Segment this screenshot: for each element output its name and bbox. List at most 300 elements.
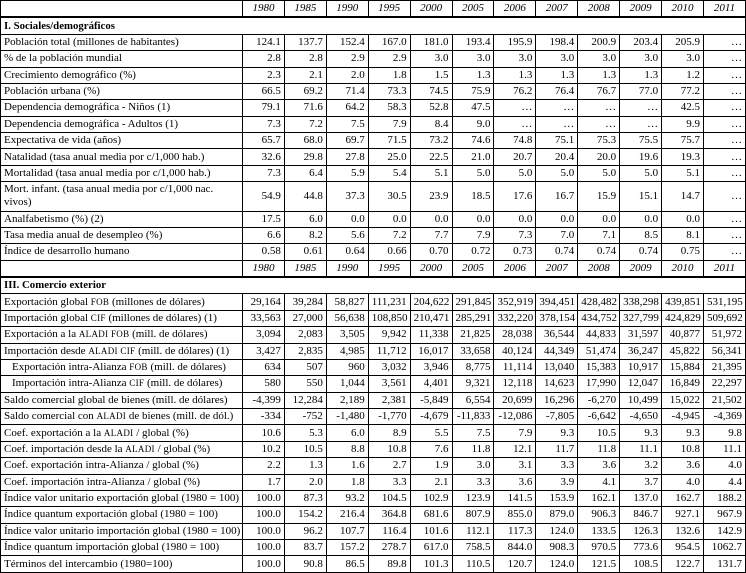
value-cell: 0.74 <box>536 244 578 260</box>
value-cell: 6.4 <box>284 165 326 181</box>
value-cell: … <box>703 83 745 99</box>
value-cell: 76.7 <box>578 83 620 99</box>
table-row <box>1 474 746 490</box>
value-cell: -4,945 <box>662 409 704 425</box>
value-cell: 18.5 <box>452 182 494 211</box>
value-cell: 3,946 <box>410 359 452 375</box>
value-cell: 1.3 <box>494 67 536 83</box>
value-cell: 0.58 <box>243 244 285 260</box>
value-cell: 10.8 <box>368 441 410 457</box>
value-cell: 4,985 <box>326 343 368 359</box>
value-cell: 4,401 <box>410 376 452 392</box>
value-cell: 110.5 <box>452 556 494 572</box>
value-cell: 3.6 <box>494 474 536 490</box>
value-cell: 16,017 <box>410 343 452 359</box>
value-cell: 5.0 <box>578 165 620 181</box>
year-header-cell: 1990 <box>326 260 368 277</box>
value-cell: 617.0 <box>410 540 452 556</box>
label-text: Población total (millones de habitantes) <box>4 35 179 48</box>
value-cell: 121.5 <box>578 556 620 572</box>
value-cell: 31,597 <box>620 327 662 343</box>
table-row <box>1 83 746 99</box>
value-cell: 200.9 <box>578 34 620 50</box>
value-cell: 9.3 <box>662 425 704 441</box>
label-text: (millones de dólares) (1) <box>105 311 217 324</box>
value-cell: -4,399 <box>243 392 285 408</box>
value-cell: 32.6 <box>243 149 285 165</box>
value-cell: 0.0 <box>620 211 662 227</box>
table-row <box>1 182 746 211</box>
value-cell: 107.7 <box>326 523 368 539</box>
value-cell: 8.5 <box>620 227 662 243</box>
table-row <box>1 310 746 326</box>
value-cell: 66.5 <box>243 83 285 99</box>
value-cell: … <box>703 116 745 132</box>
value-cell: 11.1 <box>620 441 662 457</box>
value-cell: 44,833 <box>578 327 620 343</box>
value-cell: 33,563 <box>243 310 285 326</box>
value-cell: 879.0 <box>536 507 578 523</box>
value-cell: 51,474 <box>578 343 620 359</box>
value-cell: 51,972 <box>703 327 745 343</box>
value-cell: 21,825 <box>452 327 494 343</box>
value-cell: 17,990 <box>578 376 620 392</box>
value-cell: 193.4 <box>452 34 494 50</box>
value-cell: 198.4 <box>536 34 578 50</box>
table-row <box>1 227 746 243</box>
value-cell: 332,220 <box>494 310 536 326</box>
value-cell: 203.4 <box>620 34 662 50</box>
value-cell: 21,395 <box>703 359 745 375</box>
row-label <box>1 523 243 539</box>
row-label <box>1 327 243 343</box>
value-cell: 56,638 <box>326 310 368 326</box>
value-cell: 8.8 <box>326 441 368 457</box>
row-label <box>1 244 243 260</box>
label-text: Mortalidad (tasa anual media por c/1,000 hab.) <box>4 166 211 179</box>
value-cell: 0.73 <box>494 244 536 260</box>
row-label <box>1 211 243 227</box>
year-header-cell: 2009 <box>620 1 662 18</box>
label-text: Dependencia demográfica - Niños (1) <box>4 101 171 114</box>
section-title: III. Comercio exterior <box>1 277 746 294</box>
value-cell: 20.0 <box>578 149 620 165</box>
label-text: Índice valor unitario importación global (1980 = 100) <box>4 524 241 537</box>
value-cell: 7.9 <box>368 116 410 132</box>
value-cell: 278.7 <box>368 540 410 556</box>
value-cell: 195.9 <box>494 34 536 50</box>
value-cell: 10.5 <box>578 425 620 441</box>
value-cell: -752 <box>284 409 326 425</box>
label-text: Coef. exportación intra-Alianza / global (%) <box>4 459 199 472</box>
value-cell: 100.0 <box>243 490 285 506</box>
value-cell: 71.4 <box>326 83 368 99</box>
value-cell: 0.64 <box>326 244 368 260</box>
value-cell: 137.7 <box>284 34 326 50</box>
small-caps-text: CIF <box>129 378 145 389</box>
year-header-cell: 2006 <box>494 1 536 18</box>
value-cell: 967.9 <box>703 507 745 523</box>
value-cell: 7.0 <box>536 227 578 243</box>
value-cell: 87.3 <box>284 490 326 506</box>
year-header-cell: 1980 <box>243 260 285 277</box>
value-cell: 90.8 <box>284 556 326 572</box>
value-cell: 5.5 <box>410 425 452 441</box>
value-cell: … <box>703 133 745 149</box>
value-cell: 15,884 <box>662 359 704 375</box>
small-caps-text: FOB <box>90 296 110 307</box>
value-cell: 69.7 <box>326 133 368 149</box>
value-cell: 162.7 <box>662 490 704 506</box>
value-cell: 7.3 <box>243 116 285 132</box>
value-cell: 15,022 <box>662 392 704 408</box>
value-cell: 9,321 <box>452 376 494 392</box>
value-cell: 20.4 <box>536 149 578 165</box>
value-cell: 11,338 <box>410 327 452 343</box>
value-cell: 8.9 <box>368 425 410 441</box>
value-cell: 39,284 <box>284 294 326 310</box>
value-cell: 509,692 <box>703 310 745 326</box>
value-cell: 111,231 <box>368 294 410 310</box>
value-cell: 104.5 <box>368 490 410 506</box>
value-cell: 122.7 <box>662 556 704 572</box>
label-text: (millones de dólares) <box>109 295 205 308</box>
row-label <box>1 343 243 359</box>
table-row <box>1 51 746 67</box>
label-text: Coef. importación intra-Alianza / global (%) <box>4 475 201 488</box>
value-cell: 7.2 <box>284 116 326 132</box>
value-cell: 153.9 <box>536 490 578 506</box>
value-cell: 117.3 <box>494 523 536 539</box>
value-cell: 116.4 <box>368 523 410 539</box>
value-cell: 10.8 <box>662 441 704 457</box>
year-header-cell: 2011 <box>703 260 745 277</box>
label-text: (mill. de dólares) <box>129 328 208 341</box>
value-cell: 352,919 <box>494 294 536 310</box>
value-cell: 4.0 <box>703 458 745 474</box>
value-cell: 2.7 <box>368 458 410 474</box>
value-cell: 15.9 <box>578 182 620 211</box>
value-cell: 29.8 <box>284 149 326 165</box>
value-cell: 1.6 <box>326 458 368 474</box>
table-row <box>1 441 746 457</box>
value-cell: 5.6 <box>326 227 368 243</box>
value-cell: 424,829 <box>662 310 704 326</box>
value-cell: 75.9 <box>452 83 494 99</box>
value-cell: 681.6 <box>410 507 452 523</box>
value-cell: 0.0 <box>326 211 368 227</box>
value-cell: 580 <box>243 376 285 392</box>
value-cell: 157.2 <box>326 540 368 556</box>
value-cell: 338,298 <box>620 294 662 310</box>
table-row <box>1 100 746 116</box>
value-cell: 3.0 <box>410 51 452 67</box>
value-cell: 3,032 <box>368 359 410 375</box>
year-header-cell: 2011 <box>703 1 745 18</box>
value-cell: … <box>536 100 578 116</box>
table-row <box>1 556 746 572</box>
row-label <box>1 165 243 181</box>
value-cell: 141.5 <box>494 490 536 506</box>
value-cell: 7.5 <box>452 425 494 441</box>
value-cell: 1.8 <box>326 474 368 490</box>
value-cell: 960 <box>326 359 368 375</box>
year-header-cell: 1985 <box>284 1 326 18</box>
value-cell: 8.4 <box>410 116 452 132</box>
value-cell: 3,094 <box>243 327 285 343</box>
value-cell: 0.0 <box>494 211 536 227</box>
value-cell: … <box>703 34 745 50</box>
value-cell: 8,775 <box>452 359 494 375</box>
value-cell: 3.0 <box>662 51 704 67</box>
small-caps-text: FOB <box>129 362 148 373</box>
value-cell: 0.0 <box>452 211 494 227</box>
label-text: (mill. de dólares) <box>147 361 226 374</box>
year-header-empty-cell <box>1 1 243 18</box>
value-cell: 45,822 <box>662 343 704 359</box>
label-text: % de la población mundial <box>4 52 122 65</box>
value-cell: 33,658 <box>452 343 494 359</box>
year-header-cell: 2005 <box>452 260 494 277</box>
value-cell: 7.1 <box>578 227 620 243</box>
value-cell: 28,038 <box>494 327 536 343</box>
label-text: Índice de desarrollo humano <box>4 245 130 258</box>
value-cell: 0.0 <box>368 211 410 227</box>
value-cell: 2,381 <box>368 392 410 408</box>
value-cell: 5.0 <box>452 165 494 181</box>
row-label <box>1 83 243 99</box>
year-header-row <box>1 260 746 277</box>
value-cell: 7.9 <box>452 227 494 243</box>
value-cell: 20.7 <box>494 149 536 165</box>
value-cell: 9.8 <box>703 425 745 441</box>
value-cell: 77.0 <box>620 83 662 99</box>
value-cell: 844.0 <box>494 540 536 556</box>
section-title: I. Sociales/demográficos <box>1 17 746 34</box>
value-cell: … <box>703 227 745 243</box>
table-row <box>1 359 746 375</box>
value-cell: 44,349 <box>536 343 578 359</box>
value-cell: 74.6 <box>452 133 494 149</box>
value-cell: 3.7 <box>620 474 662 490</box>
value-cell: 120.7 <box>494 556 536 572</box>
row-label <box>1 310 243 326</box>
value-cell: 22.5 <box>410 149 452 165</box>
value-cell: 3,427 <box>243 343 285 359</box>
value-cell: 5.9 <box>326 165 368 181</box>
value-cell: 3.0 <box>578 51 620 67</box>
value-cell: 1.5 <box>410 67 452 83</box>
value-cell: 123.9 <box>452 490 494 506</box>
table-row <box>1 507 746 523</box>
value-cell: 124.0 <box>536 523 578 539</box>
value-cell: 0.74 <box>620 244 662 260</box>
value-cell: 2.1 <box>410 474 452 490</box>
value-cell: 0.0 <box>410 211 452 227</box>
value-cell: 75.5 <box>620 133 662 149</box>
value-cell: 0.70 <box>410 244 452 260</box>
value-cell: 16.7 <box>536 182 578 211</box>
label-text: Natalidad (tasa anual media por c/1,000 hab.) <box>4 150 205 163</box>
value-cell: -4,650 <box>620 409 662 425</box>
row-label <box>1 425 243 441</box>
value-cell: 285,291 <box>452 310 494 326</box>
value-cell: 1.8 <box>368 67 410 83</box>
value-cell: 58.3 <box>368 100 410 116</box>
value-cell: 9.3 <box>536 425 578 441</box>
value-cell: 112.1 <box>452 523 494 539</box>
value-cell: 216.4 <box>326 507 368 523</box>
value-cell: 1.3 <box>578 67 620 83</box>
value-cell: 364.8 <box>368 507 410 523</box>
table-row <box>1 392 746 408</box>
table-row <box>1 540 746 556</box>
value-cell: 75.7 <box>662 133 704 149</box>
year-header-cell: 2008 <box>578 260 620 277</box>
value-cell: 3.2 <box>620 458 662 474</box>
value-cell: 846.7 <box>620 507 662 523</box>
value-cell: 74.8 <box>494 133 536 149</box>
value-cell: 7.5 <box>326 116 368 132</box>
table-row <box>1 133 746 149</box>
row-label <box>1 540 243 556</box>
value-cell: 152.4 <box>326 34 368 50</box>
value-cell: 1,044 <box>326 376 368 392</box>
value-cell: 21,502 <box>703 392 745 408</box>
label-text: de bienes (mill. de dól.) <box>126 410 234 423</box>
year-header-cell: 2000 <box>410 260 452 277</box>
label-text: Índice quantum importación global (1980 = 100) <box>4 541 220 554</box>
value-cell: 188.2 <box>703 490 745 506</box>
table-row <box>1 490 746 506</box>
value-cell: 5.3 <box>284 425 326 441</box>
value-cell: 101.3 <box>410 556 452 572</box>
value-cell: 17.6 <box>494 182 536 211</box>
label-text: Índice quantum exportación global (1980 = 100) <box>4 508 218 521</box>
value-cell: 89.8 <box>368 556 410 572</box>
label-text: Expectativa de vida (años) <box>4 134 121 147</box>
row-label <box>1 490 243 506</box>
value-cell: 7.7 <box>410 227 452 243</box>
value-cell: 0.74 <box>578 244 620 260</box>
small-caps-text: ALADI FOB <box>78 329 130 340</box>
value-cell: 439,851 <box>662 294 704 310</box>
value-cell: 131.7 <box>703 556 745 572</box>
value-cell: -5,849 <box>410 392 452 408</box>
row-label <box>1 409 243 425</box>
value-cell: 69.2 <box>284 83 326 99</box>
table-row <box>1 67 746 83</box>
value-cell: 1.9 <box>410 458 452 474</box>
value-cell: 378,154 <box>536 310 578 326</box>
value-cell: 19.3 <box>662 149 704 165</box>
value-cell: 1.7 <box>243 474 285 490</box>
table-row <box>1 376 746 392</box>
value-cell: 9.3 <box>620 425 662 441</box>
value-cell: 8.2 <box>284 227 326 243</box>
value-cell: 3.3 <box>452 474 494 490</box>
row-label <box>1 182 243 211</box>
value-cell: 29,164 <box>243 294 285 310</box>
value-cell: 773.6 <box>620 540 662 556</box>
value-cell: 124.1 <box>243 34 285 50</box>
value-cell: 10,917 <box>620 359 662 375</box>
value-cell: 75.1 <box>536 133 578 149</box>
label-text: Índice valor unitario exportación global (1980 = 100) <box>4 492 239 505</box>
value-cell: 205.9 <box>662 34 704 50</box>
value-cell: 100.0 <box>243 507 285 523</box>
value-cell: … <box>536 116 578 132</box>
row-label <box>1 133 243 149</box>
value-cell: 394,451 <box>536 294 578 310</box>
value-cell: 15.1 <box>620 182 662 211</box>
value-cell: 3.3 <box>536 458 578 474</box>
label-text: Tasa media anual de desempleo (%) <box>4 229 163 242</box>
value-cell: 23.9 <box>410 182 452 211</box>
small-caps-text: ALADI <box>96 411 127 422</box>
value-cell: 16,296 <box>536 392 578 408</box>
value-cell: 73.2 <box>410 133 452 149</box>
value-cell: 100.0 <box>243 523 285 539</box>
value-cell: 5.0 <box>536 165 578 181</box>
row-label <box>1 392 243 408</box>
table-row <box>1 327 746 343</box>
value-cell: -1,480 <box>326 409 368 425</box>
value-cell: 11.8 <box>452 441 494 457</box>
table-row <box>1 523 746 539</box>
label-text: Coef. importación desde la <box>4 442 126 455</box>
value-cell: 21.0 <box>452 149 494 165</box>
label-text: (mill. de dólares) (1) <box>135 344 230 357</box>
year-header-cell: 2009 <box>620 260 662 277</box>
value-cell: 137.0 <box>620 490 662 506</box>
value-cell: … <box>703 67 745 83</box>
value-cell: 3.9 <box>536 474 578 490</box>
value-cell: 5.1 <box>662 165 704 181</box>
value-cell: 16,849 <box>662 376 704 392</box>
value-cell: 5.4 <box>368 165 410 181</box>
year-header-cell: 2010 <box>662 1 704 18</box>
row-label <box>1 458 243 474</box>
value-cell: … <box>703 211 745 227</box>
value-cell: 20,699 <box>494 392 536 408</box>
value-cell: -6,642 <box>578 409 620 425</box>
value-cell: … <box>703 244 745 260</box>
value-cell: 11,712 <box>368 343 410 359</box>
value-cell: 10,499 <box>620 392 662 408</box>
value-cell: 970.5 <box>578 540 620 556</box>
year-header-empty-cell <box>1 260 243 277</box>
label-text: Importación desde <box>4 344 89 357</box>
table-row <box>1 458 746 474</box>
year-header-cell: 2010 <box>662 260 704 277</box>
value-cell: 1.2 <box>662 67 704 83</box>
value-cell: 0.0 <box>578 211 620 227</box>
value-cell: 132.6 <box>662 523 704 539</box>
value-cell: 1.3 <box>284 458 326 474</box>
value-cell: 54.9 <box>243 182 285 211</box>
label-text: Exportación a la <box>4 328 79 341</box>
label-text: Importación global <box>4 311 91 324</box>
year-header-cell: 2005 <box>452 1 494 18</box>
value-cell: 52.8 <box>410 100 452 116</box>
value-cell: 100.0 <box>243 556 285 572</box>
value-cell: 71.5 <box>368 133 410 149</box>
value-cell: 102.9 <box>410 490 452 506</box>
value-cell: 855.0 <box>494 507 536 523</box>
value-cell: 1.3 <box>536 67 578 83</box>
year-header-cell: 2000 <box>410 1 452 18</box>
